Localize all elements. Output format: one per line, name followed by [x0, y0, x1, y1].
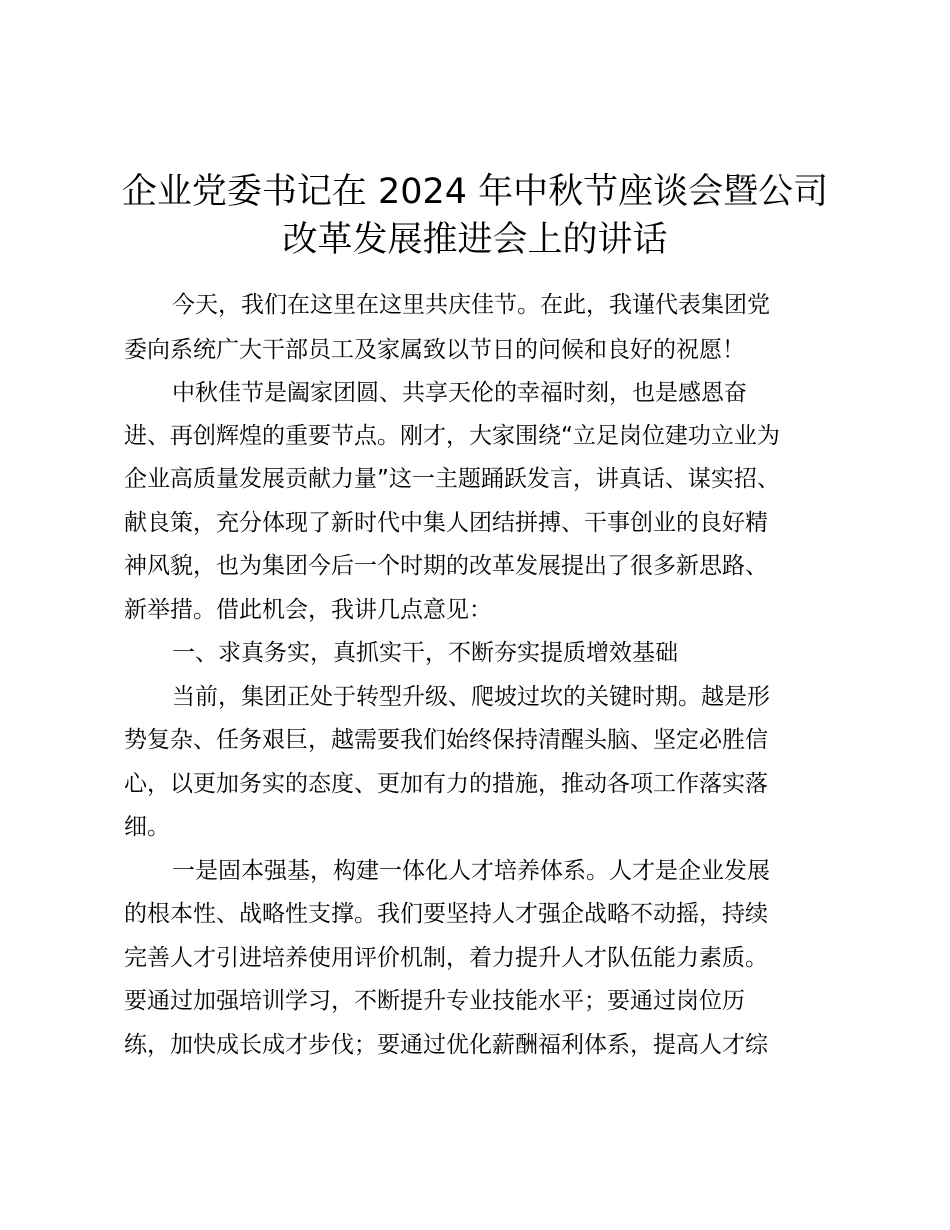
body-line: 神风貌，也为集团今后一个时期的改革发展提出了很多新思路、: [124, 553, 768, 579]
body-line: 企业高质量发展贡献力量”这一主题踊跃发言，讲真话、谋实招、: [124, 466, 780, 492]
body-line: 完善人才引进培养使用评价机制，着力提升人才队伍能力素质。: [124, 945, 768, 971]
body-line: 当前，集团正处于转型升级、爬坡过坎的关键时期。越是形: [172, 684, 770, 710]
body-line: 献良策，充分体现了新时代中集人团结拼搏、干事创业的良好精: [124, 510, 768, 536]
section-heading: 一、求真务实，真抓实干，不断夯实提质增效基础: [172, 640, 678, 666]
body-line: 的根本性、战略性支撑。我们要坚持人才强企战略不动摇，持续: [124, 901, 768, 927]
body-line: 势复杂、任务艰巨，越需要我们始终保持清醒头脑、坚定必胜信: [124, 727, 768, 753]
body-line: 一是固本强基，构建一体化人才培养体系。人才是企业发展: [172, 858, 770, 884]
body-line: 练，加快成长成才步伐；要通过优化薪酬福利体系，提高人才综: [124, 1032, 768, 1058]
body-line: 新举措。借此机会，我讲几点意见：: [124, 597, 492, 623]
body-line: 中秋佳节是阖家团圆、共享天伦的幸福时刻，也是感恩奋: [172, 380, 747, 406]
body-line: 委向系统广大干部员工及家属致以节日的问候和良好的祝愿！: [124, 337, 745, 363]
body-line: 心，以更加务实的态度、更加有力的措施，推动各项工作落实落: [124, 771, 768, 797]
title-line-1: 企业党委书记在 2024 年中秋节座谈会暨公司: [121, 172, 829, 212]
body-line: 细。: [124, 814, 170, 840]
document-title: [0, 168, 950, 264]
body-line: 要通过加强培训学习，不断提升专业技能水平；要通过岗位历: [124, 988, 745, 1014]
title-line-2: 改革发展推进会上的讲话: [282, 220, 668, 260]
body-line: 今天，我们在这里在这里共庆佳节。在此，我谨代表集团党: [172, 292, 770, 318]
body-line: 进、再创辉煌的重要节点。刚才，大家围绕“立足岗位建功立业为: [124, 423, 780, 449]
